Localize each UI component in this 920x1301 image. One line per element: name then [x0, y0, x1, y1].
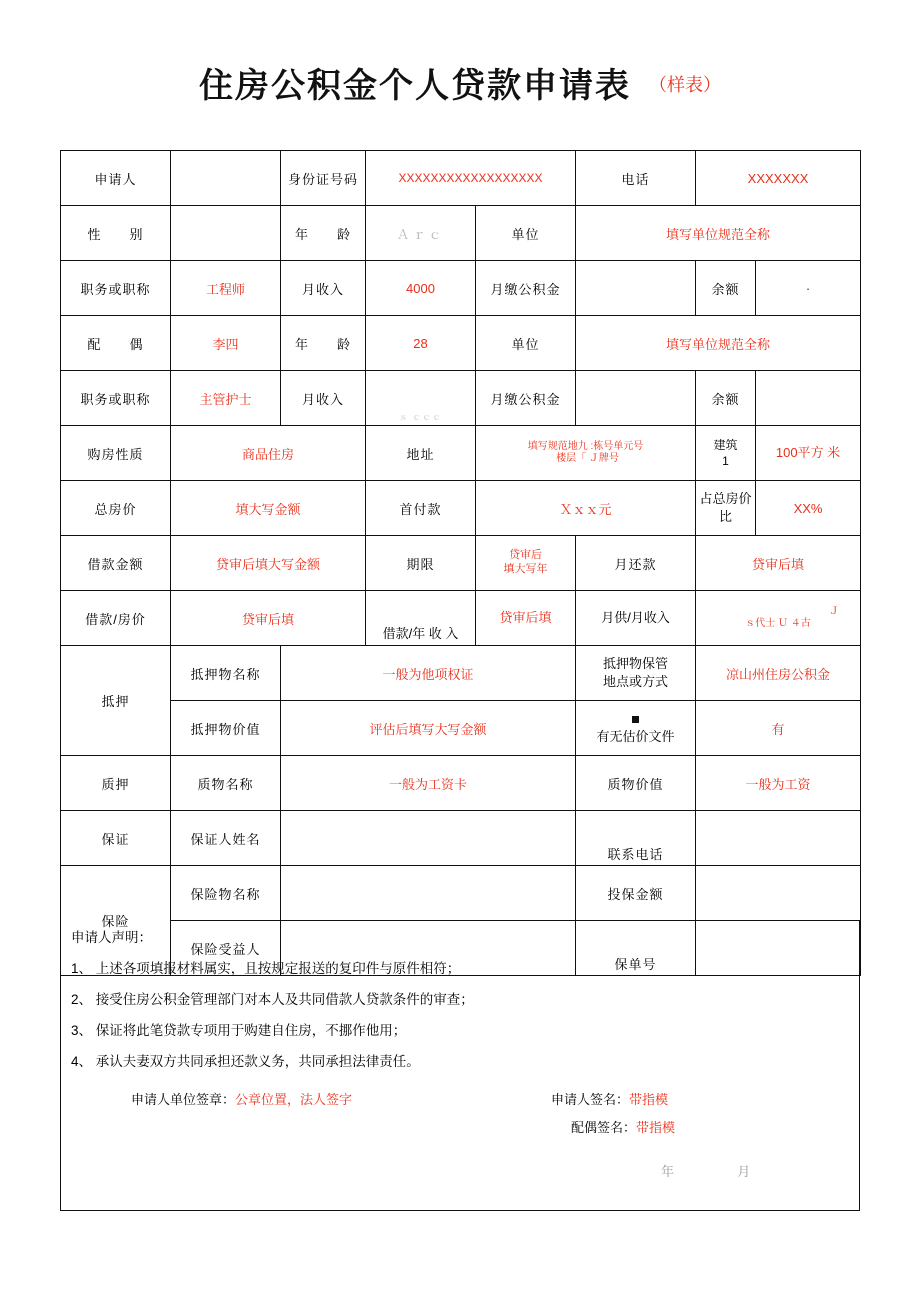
- guarantor-name-label: 保证人姓名: [171, 811, 281, 866]
- gender-value[interactable]: [171, 206, 281, 261]
- position-value[interactable]: 工程师: [171, 261, 281, 316]
- total-price-label: 总房价: [61, 481, 171, 536]
- table-row: [61, 481, 861, 536]
- fund-value[interactable]: [576, 261, 696, 316]
- application-form-table: [60, 150, 861, 976]
- pledge-name-value[interactable]: 一般为工资卡: [281, 756, 576, 811]
- spouse-position-value[interactable]: 主管护士: [171, 371, 281, 426]
- spouse-fund-value[interactable]: [576, 371, 696, 426]
- applicant-label: 申请人: [61, 151, 171, 206]
- appraisal-label: 有无估价文件: [596, 729, 675, 744]
- applicant-signature-label: 申请人签名：: [551, 1092, 630, 1108]
- balance-label: 余额: [696, 261, 756, 316]
- appraisal-label-cell: [576, 701, 696, 756]
- spouse-signature-label: 配偶签名：: [571, 1120, 637, 1136]
- address-value-part3: :栋号单元号: [590, 441, 644, 452]
- declaration-item-3: 3、 保证将此笔贷款专项用于购建自住房，不挪作他用；: [71, 1022, 407, 1038]
- monthly-repay-value[interactable]: 贷审后填: [696, 536, 861, 591]
- mortgage-name-value[interactable]: 一般为他项权证: [281, 646, 576, 701]
- table-row: [61, 811, 861, 866]
- spouse-income-label: 月收入: [281, 371, 366, 426]
- address-value[interactable]: [476, 426, 696, 481]
- term-label: 期限: [366, 536, 476, 591]
- table-row: [61, 261, 861, 316]
- area-value-2[interactable]: 100平方 米: [756, 426, 861, 481]
- phone-value[interactable]: XXXXXXX: [696, 151, 861, 206]
- guarantor-phone-value[interactable]: [696, 811, 861, 866]
- spouse-value[interactable]: 李四: [171, 316, 281, 371]
- loan-year-income-label: 借款/年 收 入: [366, 591, 476, 646]
- title-main: 住房公积金个人贷款申请表: [199, 68, 631, 105]
- id-value[interactable]: XXXXXXXXXXXXXXXXXX: [366, 151, 576, 206]
- spouse-balance-value[interactable]: [756, 371, 861, 426]
- checkbox-icon[interactable]: [632, 716, 639, 723]
- applicant-value[interactable]: [171, 151, 281, 206]
- pledge-value-label: 质物价值: [576, 756, 696, 811]
- down-payment-value[interactable]: Ｘｘｘ元: [476, 481, 696, 536]
- insured-amount-label: 投保金额: [576, 866, 696, 921]
- pledge-value-value[interactable]: 一般为工资: [696, 756, 861, 811]
- declaration-item-2: 2、 接受住房公积金管理部门对本人及共同借款人贷款条件的审查；: [71, 991, 474, 1007]
- loan-ratio-value[interactable]: 贷审后填: [171, 591, 366, 646]
- area-value[interactable]: 1: [722, 454, 729, 468]
- unit-signature: [131, 1089, 352, 1108]
- table-row: [61, 206, 861, 261]
- insurance-label: 保险: [61, 866, 171, 976]
- table-row: [61, 316, 861, 371]
- spouse-signature: [571, 1117, 675, 1136]
- mortgage-keep-label-line2: 地点或方式: [603, 674, 669, 689]
- spouse-fund-label: 月缴公积金: [476, 371, 576, 426]
- mortgage-value-label: 抵押物价值: [171, 701, 281, 756]
- total-price-value[interactable]: 填大写金额: [171, 481, 366, 536]
- table-row: [61, 701, 861, 756]
- guarantor-name-value[interactable]: [281, 811, 576, 866]
- spouse-signature-value[interactable]: 带指模: [636, 1120, 676, 1136]
- monthly-pay-income-line2: ｓ代士 Ｕ ４古: [745, 618, 811, 629]
- fund-label: 月缴公积金: [476, 261, 576, 316]
- term-value[interactable]: [476, 536, 576, 591]
- guarantee-label: 保证: [61, 811, 171, 866]
- address-label: 地址: [366, 426, 476, 481]
- unit-value[interactable]: 填写单位规范全称: [576, 206, 861, 261]
- title-sub: （样表）: [649, 75, 721, 95]
- mortgage-keep-label: [576, 646, 696, 701]
- spouse-age-value[interactable]: 28: [366, 316, 476, 371]
- mortgage-name-label: 抵押物名称: [171, 646, 281, 701]
- address-value-part4: Ｊ牌号: [588, 453, 619, 464]
- id-label: 身份证号码: [281, 151, 366, 206]
- table-row: [61, 536, 861, 591]
- unit-label: 单位: [476, 206, 576, 261]
- mortgage-label: 抵押: [61, 646, 171, 756]
- declaration-item-4: 4、 承认夫妻双方共同承担还款义务，共同承担法律责任。: [71, 1053, 420, 1069]
- spouse-balance-label: 余额: [696, 371, 756, 426]
- area-cell: [696, 426, 756, 481]
- appraisal-value[interactable]: 有: [696, 701, 861, 756]
- pledge-label: 质押: [61, 756, 171, 811]
- mortgage-keep-label-line1: 抵押物保管: [603, 656, 669, 672]
- policy-no-label: 保单号: [576, 921, 696, 976]
- guarantor-phone-label: 联系电话: [576, 811, 696, 866]
- ratio-value[interactable]: XX%: [756, 481, 861, 536]
- declaration-section: [60, 921, 860, 1211]
- loan-amount-label: 借款金额: [61, 536, 171, 591]
- age-value[interactable]: Ａｒｃ: [366, 206, 476, 261]
- date-stamp-hint: 年 月: [661, 1164, 781, 1179]
- income-value[interactable]: 4000: [366, 261, 476, 316]
- page-title: [0, 58, 920, 107]
- applicant-signature: [551, 1089, 668, 1108]
- spouse-unit-label: 单位: [476, 316, 576, 371]
- pledge-name-label: 质物名称: [171, 756, 281, 811]
- house-type-label: 购房性质: [61, 426, 171, 481]
- spouse-income-text: ｓ ｃｃｃ: [398, 412, 443, 422]
- gender-label: 性 别: [61, 206, 171, 261]
- monthly-pay-income-label: 月供/月收入: [576, 591, 696, 646]
- age-label: 年 龄: [281, 206, 366, 261]
- monthly-pay-income-line1: Ｊ: [829, 606, 840, 617]
- down-payment-label: 首付款: [366, 481, 476, 536]
- mortgage-keep-value[interactable]: 凉山州住房公积金: [696, 646, 861, 701]
- table-row: [61, 756, 861, 811]
- phone-label: 电话: [576, 151, 696, 206]
- term-value-line1: 贷审后: [509, 549, 542, 562]
- insured-amount-value[interactable]: [696, 866, 861, 921]
- declaration-heading: 申请人声明：: [71, 930, 152, 945]
- address-value-part2: 楼层「: [556, 453, 587, 464]
- position-label: 职务或职称: [61, 261, 171, 316]
- area-label: 建筑: [713, 437, 738, 452]
- declaration-item-1: 1、 上述各项填报材料属实，且按规定报送的复印件与原件相符；: [71, 960, 461, 976]
- spouse-label: 配 偶: [61, 316, 171, 371]
- mortgage-value-value[interactable]: 评估后填写大写金额: [281, 701, 576, 756]
- table-row: [61, 151, 861, 206]
- loan-amount-value[interactable]: 贷审后填大写金额: [171, 536, 366, 591]
- address-value-part1: 填写规范地九: [527, 441, 588, 452]
- beneficiary-label: 保险受益人: [171, 921, 281, 976]
- table-row: [61, 646, 861, 701]
- spouse-unit-value[interactable]: 填写单位规范全称: [576, 316, 861, 371]
- spouse-age-label: 年 龄: [281, 316, 366, 371]
- unit-signature-value[interactable]: 公章位置，法人签字: [235, 1092, 353, 1108]
- table-row: [61, 426, 861, 481]
- house-type-value[interactable]: 商品住房: [171, 426, 366, 481]
- spouse-position-label: 职务或职称: [61, 371, 171, 426]
- insurance-item-label: 保险物名称: [171, 866, 281, 921]
- unit-signature-label: 申请人单位签章：: [131, 1092, 236, 1108]
- table-row: [61, 866, 861, 921]
- table-row: [61, 371, 861, 426]
- loan-ratio-label: 借款/房价: [61, 591, 171, 646]
- income-label: 月收入: [281, 261, 366, 316]
- loan-year-income-value[interactable]: 贷审后填: [476, 591, 576, 646]
- term-value-line2: 填大写年: [503, 563, 548, 575]
- applicant-signature-value[interactable]: 带指模: [629, 1092, 669, 1108]
- insurance-item-value[interactable]: [281, 866, 576, 921]
- monthly-repay-label: 月还款: [576, 536, 696, 591]
- table-row: [61, 591, 861, 646]
- monthly-pay-income-value[interactable]: [696, 591, 861, 646]
- spouse-income-value[interactable]: [366, 371, 476, 426]
- balance-value[interactable]: ·: [756, 261, 861, 316]
- ratio-label: 占总房价比: [696, 481, 756, 536]
